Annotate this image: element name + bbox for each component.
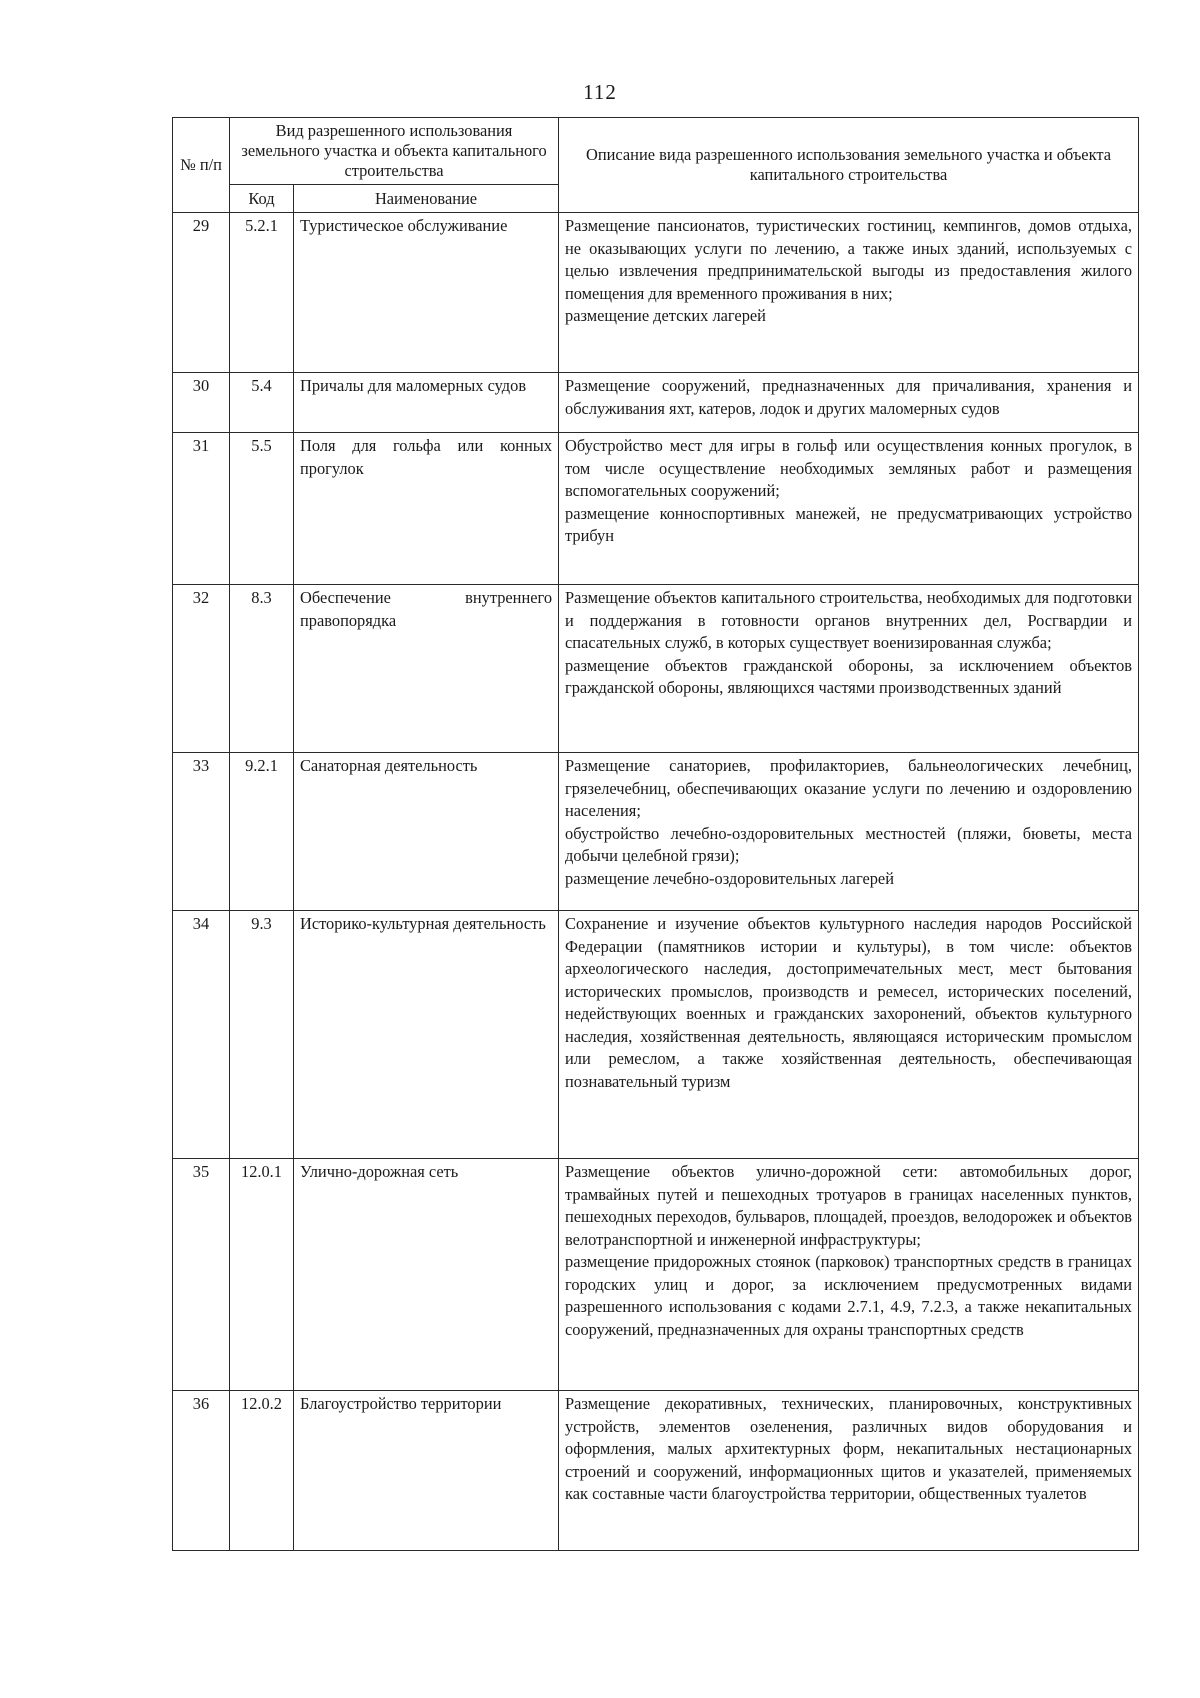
row-number: 32 [173,585,230,753]
row-number: 29 [173,213,230,373]
description-paragraph: Размещение объектов капитального строительства, необходимых для подготовки и поддержания в готовности органов внутренних дел, Росгвардии и спасательных служб, в которых существует военизированная служба; [565,588,1133,652]
row-name: Туристическое обслуживание [294,213,559,373]
table-row [173,1159,1139,1391]
row-code: 8.3 [230,585,294,753]
row-number: 35 [173,1159,230,1391]
table-row [173,753,1139,911]
row-code: 5.2.1 [230,213,294,373]
table-row [173,911,1139,1159]
description-paragraph: Обустройство мест для игры в гольф или осуществления конных прогулок, в том числе осуществление необходимых земляных работ и размещения вспомогательных сооружений; [565,436,1133,500]
description-paragraph: размещение объектов гражданской обороны, за исключением объектов гражданской обороны, являющихся частями производственных зданий [565,655,1133,697]
table-row [173,373,1139,433]
row-description [559,1391,1139,1551]
row-name: Благоустройство территории [294,1391,559,1551]
header-description: Описание вида разрешенного использования земельного участка и объекта капитального строительства [559,118,1139,213]
row-name: Историко-культурная деятельность [294,911,559,1159]
header-name: Наименование [294,185,559,213]
table-row [173,1391,1139,1551]
description-paragraph: обустройство лечебно-оздоровительных местностей (пляжи, бюветы, места добычи целебной грязи); [565,823,1133,865]
land-use-table [172,117,1139,1551]
table-row [173,585,1139,753]
row-name: Причалы для маломерных судов [294,373,559,433]
description-paragraph: размещение лечебно-оздоровительных лагерей [565,868,894,888]
row-description [559,373,1139,433]
table-header-row [173,118,1139,185]
row-code: 5.4 [230,373,294,433]
table-row [173,433,1139,585]
row-number: 30 [173,373,230,433]
table-row [173,213,1139,373]
row-code: 12.0.2 [230,1391,294,1551]
description-paragraph: Размещение сооружений, предназначенных для причаливания, хранения и обслуживания яхт, катеров, лодок и других маломерных судов [565,376,1133,418]
row-name: Поля для гольфа или конных прогулок [294,433,559,585]
description-paragraph: размещение конноспортивных манежей, не предусматривающих устройство трибун [565,503,1133,545]
description-paragraph: Размещение санаториев, профилакториев, бальнеологических лечебниц, грязелечебниц, обеспечивающих оказание услуги по лечению и оздоровлению населения; [565,756,1133,820]
row-name: Санаторная деятельность [294,753,559,911]
row-description [559,1159,1139,1391]
row-number: 31 [173,433,230,585]
row-code: 9.3 [230,911,294,1159]
row-description [559,433,1139,585]
row-description [559,753,1139,911]
row-code: 5.5 [230,433,294,585]
row-description [559,585,1139,753]
row-code: 9.2.1 [230,753,294,911]
description-paragraph: Размещение декоративных, технических, планировочных, конструктивных устройств, элементов озеленения, различных видов оборудования и оформления, малых архитектурных форм, некапитальных нестационарных строений и сооружений, информационных щитов и указателей, применяемых как составные части благоустройства территории, общественных туалетов [565,1394,1133,1503]
header-num: № п/п [173,118,230,213]
row-name: Улично-дорожная сеть [294,1159,559,1391]
row-number: 34 [173,911,230,1159]
description-paragraph: размещение придорожных стоянок (парковок) транспортных средств в границах городских улиц и дорог, за исключением предусмотренных видами разрешенного использования с кодами 2.7.1, 4.9, 7.2.3, а также некапитальных сооружений, предназначенных для охраны транспортных средств [565,1252,1133,1339]
description-paragraph: Размещение объектов улично-дорожной сети: автомобильных дорог, трамвайных путей и пешеходных тротуаров в границах населенных пунктов, пешеходных переходов, бульваров, площадей, проездов, велодорожек и объектов велотранспортной и инженерной инфраструктуры; [565,1162,1133,1249]
description-paragraph: размещение детских лагерей [565,306,766,325]
row-name: Обеспечение внутреннего правопорядка [294,585,559,753]
description-paragraph: Сохранение и изучение объектов культурного наследия народов Российской Федерации (памятников истории и культуры), в том числе: объектов археологического наследия, достопримечательных мест, мест бытования исторических промыслов, производств и ремесел, исторических поселений, недействующих военных и гражданских захоронений, объектов культурного наследия, хозяйственная деятельность, являющаяся историческим промыслом или ремеслом, а также хозяйственная деятельность, обеспечивающая познавательный туризм [565,914,1133,1091]
row-description [559,911,1139,1159]
page-number: 112 [583,80,617,104]
row-code: 12.0.1 [230,1159,294,1391]
header-code: Код [230,185,294,213]
row-number: 33 [173,753,230,911]
description-paragraph: Размещение пансионатов, туристических гостиниц, кемпингов, домов отдыха, не оказывающих услуги по лечению, а также иных зданий, используемых с целью извлечения предпринимательской выгоды из предоставления жилого помещения для временного проживания в них; [565,216,1133,303]
row-description [559,213,1139,373]
row-number: 36 [173,1391,230,1551]
header-use-type: Вид разрешенного использования земельного участка и объекта капитального строительства [230,118,559,185]
